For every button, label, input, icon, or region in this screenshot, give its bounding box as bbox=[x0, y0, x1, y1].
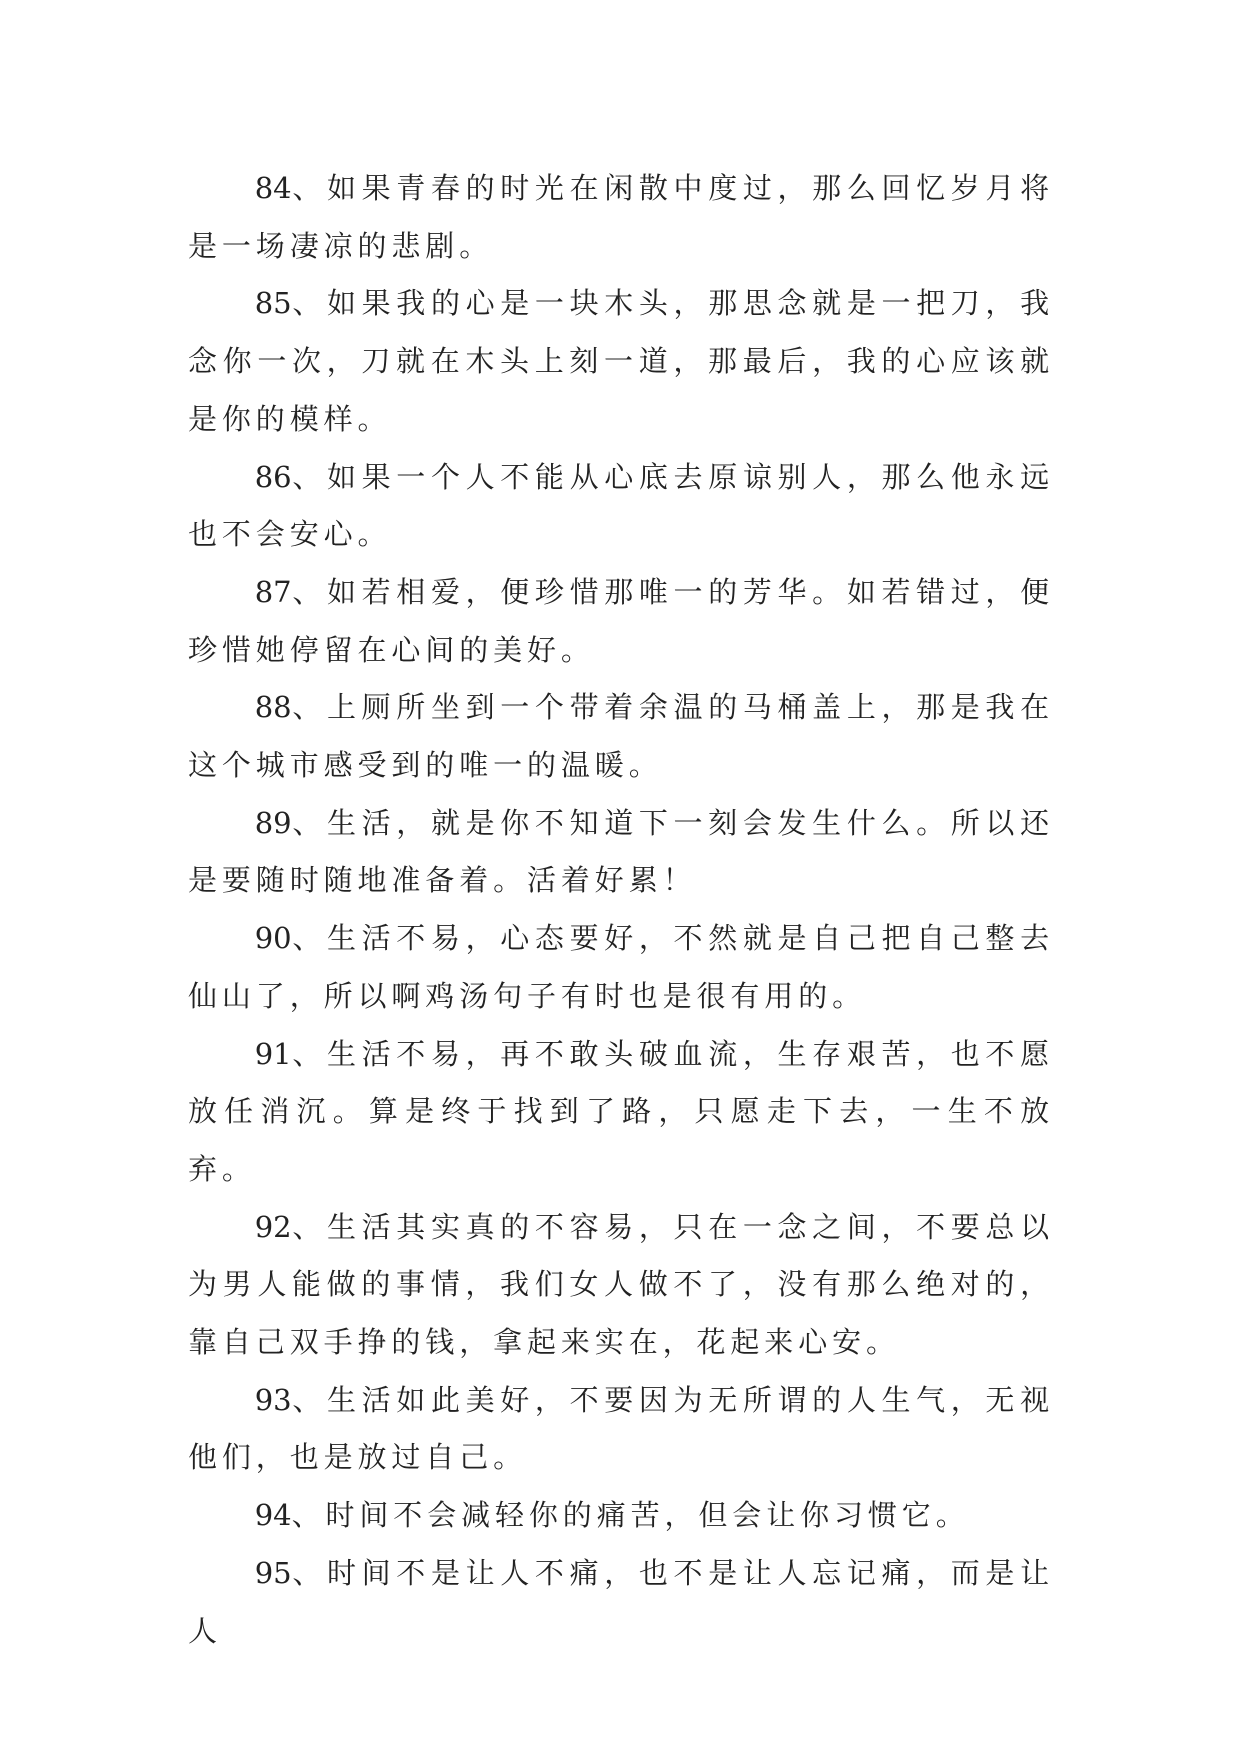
list-item bbox=[188, 160, 1054, 275]
list-item bbox=[188, 1026, 1054, 1199]
item-number: 94 bbox=[254, 1498, 292, 1533]
item-text: 、生活不易，再不敢头破血流，生存艰苦，也不愿放任消沉。算是终于找到了路，只愿走下去，一生不放弃。 bbox=[188, 1036, 1054, 1186]
item-text: 、如果我的心是一块木头，那思念就是一把刀，我念你一次，刀就在木头上刻一道，那最后，我的心应该就是你的模样。 bbox=[188, 286, 1054, 436]
item-number: 86 bbox=[254, 459, 292, 494]
item-text: 、生活不易，心态要好，不然就是自己把自己整去仙山了，所以啊鸡汤句子有时也是很有用的。 bbox=[188, 921, 1054, 1013]
list-item bbox=[188, 1487, 1054, 1545]
item-text: 、生活，就是你不知道下一刻会发生什么。所以还是要随时随地准备着。活着好累！ bbox=[188, 805, 1054, 898]
item-text: 、如果一个人不能从心底去原谅别人，那么他永远也不会安心。 bbox=[188, 459, 1054, 552]
list-item bbox=[188, 1372, 1054, 1487]
item-text: 、生活如此美好，不要因为无所谓的人生气，无视他们，也是放过自己。 bbox=[188, 1382, 1054, 1475]
list-item bbox=[188, 1199, 1054, 1372]
item-number: 90 bbox=[254, 921, 292, 956]
list-item bbox=[188, 910, 1054, 1025]
item-text: 、如若相爱，便珍惜那唯一的芳华。如若错过，便珍惜她停留在心间的美好。 bbox=[188, 574, 1054, 667]
item-number: 87 bbox=[254, 574, 292, 609]
list-item bbox=[188, 1545, 1054, 1660]
item-number: 85 bbox=[254, 286, 292, 321]
list-item bbox=[188, 795, 1054, 910]
list-item bbox=[188, 679, 1054, 794]
list-item bbox=[188, 564, 1054, 679]
item-number: 84 bbox=[254, 171, 292, 205]
item-text: 、生活其实真的不容易，只在一念之间，不要总以为男人能做的事情，我们女人做不了，没有那么绝对的，靠自己双手挣的钱，拿起来实在，花起来心安。 bbox=[188, 1209, 1054, 1360]
list-item bbox=[188, 275, 1054, 448]
document-body bbox=[188, 160, 1054, 1660]
item-number: 93 bbox=[254, 1382, 292, 1417]
item-text: 、上厕所坐到一个带着余温的马桶盖上，那是我在这个城市感受到的唯一的温暖。 bbox=[188, 690, 1054, 783]
item-number: 88 bbox=[254, 690, 292, 725]
item-number: 89 bbox=[254, 805, 292, 840]
list-item bbox=[188, 449, 1054, 564]
item-text: 、如果青春的时光在闲散中度过，那么回忆岁月将是一场凄凉的悲剧。 bbox=[188, 171, 1054, 263]
item-number: 91 bbox=[254, 1036, 292, 1071]
item-text: 、时间不会减轻你的痛苦，但会让你习惯它。 bbox=[291, 1498, 970, 1533]
item-number: 95 bbox=[254, 1555, 292, 1590]
item-number: 92 bbox=[254, 1209, 292, 1244]
item-text: 、时间不是让人不痛，也不是让人忘记痛，而是让人 bbox=[188, 1555, 1054, 1648]
